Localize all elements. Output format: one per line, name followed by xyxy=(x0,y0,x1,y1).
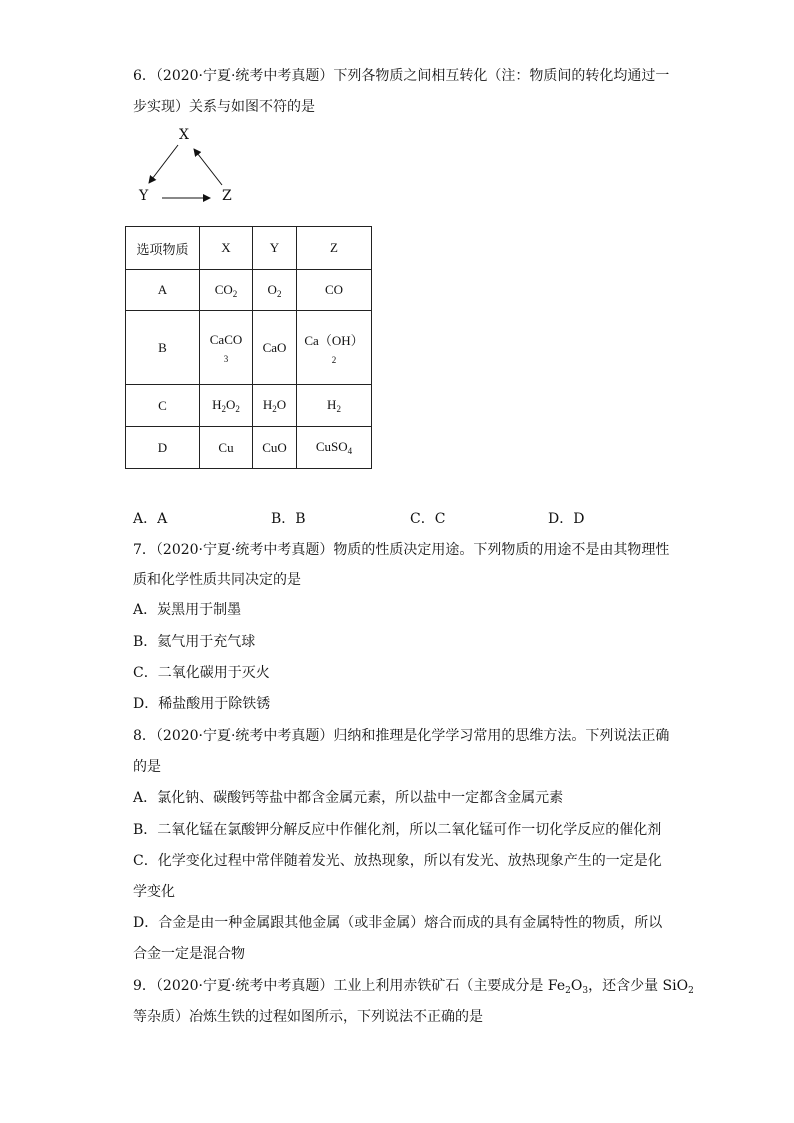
q7-option-d[interactable]: D．稀盐酸用于除铁锈 xyxy=(133,696,271,712)
q6-option-b[interactable]: B．B xyxy=(271,511,306,527)
q6-option-c[interactable]: C．C xyxy=(410,511,446,527)
q8-option-d-line2[interactable]: 合金一定是混合物 xyxy=(133,946,245,962)
x-cell: $H_2O_2$ xyxy=(200,385,253,427)
table-row xyxy=(126,311,372,385)
y-cell: $H_2O$ xyxy=(253,385,297,427)
node-x: X xyxy=(179,127,189,143)
q8-option-a[interactable]: A．氯化钠、碳酸钙等盐中都含金属元素，所以盐中一定都含金属元素 xyxy=(133,790,564,806)
arrow-x-to-y xyxy=(149,145,178,183)
table-row xyxy=(126,270,372,311)
q6-option-d[interactable]: D．D xyxy=(548,511,585,527)
q9-stem-line1: 9．（2020·宁夏·统考中考真题）工业上利用赤铁矿石（主要成分是 $Fe_2O_3$，还含少量 SiO$_2$ xyxy=(133,978,694,996)
z-cell: CuSO$_4$ xyxy=(297,427,372,469)
header-cell: 选项物质 xyxy=(126,227,200,270)
header-cell: Y xyxy=(253,227,297,270)
z-cell: Ca（OH） 2 xyxy=(297,311,372,385)
q8-option-c-line2[interactable]: 学变化 xyxy=(133,884,175,900)
q7-stem-line2: 质和化学性质共同决定的是 xyxy=(133,572,301,588)
x-cell: CaCO 3 xyxy=(200,311,253,385)
header-cell: X xyxy=(200,227,253,270)
q8-option-b[interactable]: B．二氧化锰在氯酸钾分解反应中作催化剂，所以二氧化锰可作一切化学反应的催化剂 xyxy=(133,822,662,838)
table-header-row xyxy=(126,227,372,270)
q7-option-a[interactable]: A．炭黑用于制墨 xyxy=(133,602,242,618)
q6-option-a[interactable]: A．A xyxy=(133,511,168,527)
option-cell: A xyxy=(126,270,200,311)
q8-option-c-line1[interactable]: C．化学变化过程中常伴随着发光、放热现象，所以有发光、放热现象产生的一定是化 xyxy=(133,853,662,869)
y-cell: CaO xyxy=(253,311,297,385)
q8-stem-line1: 8．（2020·宁夏·统考中考真题）归纳和推理是化学学习常用的思维方法。下列说法正确 xyxy=(133,728,670,744)
x-cell: $CO_2$ xyxy=(200,270,253,311)
q7-option-b[interactable]: B．氦气用于充气球 xyxy=(133,634,256,650)
q6-cycle-diagram xyxy=(130,125,250,210)
q7-stem-line1: 7．（2020·宁夏·统考中考真题）物质的性质决定用途。下列物质的用途不是由其物理性 xyxy=(133,542,670,558)
option-cell: C xyxy=(126,385,200,427)
y-cell: CuO xyxy=(253,427,297,469)
q6-options-table xyxy=(125,226,372,469)
q8-option-d-line1[interactable]: D．合金是由一种金属跟其他金属（或非金属）熔合而成的具有金属特性的物质，所以 xyxy=(133,915,663,931)
node-y: Y xyxy=(139,188,149,204)
header-cell: Z xyxy=(297,227,372,270)
cycle-arrows xyxy=(130,125,250,210)
y-cell: $O_2$ xyxy=(253,270,297,311)
q6-stem-line1: 6．（2020·宁夏·统考中考真题）下列各物质之间相互转化（注：物质间的转化均通过一 xyxy=(133,68,670,84)
x-cell: Cu xyxy=(200,427,253,469)
q7-option-c[interactable]: C．二氧化碳用于灭火 xyxy=(133,665,270,681)
z-cell: CO xyxy=(297,270,372,311)
table-row xyxy=(126,427,372,469)
option-cell: B xyxy=(126,311,200,385)
table-row xyxy=(126,385,372,427)
q9-stem-line2: 等杂质）冶炼生铁的过程如图所示，下列说法不正确的是 xyxy=(133,1009,483,1025)
z-cell: $H_2$ xyxy=(297,385,372,427)
node-z: Z xyxy=(222,188,232,204)
q8-stem-line2: 的是 xyxy=(133,759,161,775)
q6-stem-line2: 步实现）关系与如图不符的是 xyxy=(133,99,315,115)
arrow-z-to-x xyxy=(194,149,222,185)
option-cell: D xyxy=(126,427,200,469)
